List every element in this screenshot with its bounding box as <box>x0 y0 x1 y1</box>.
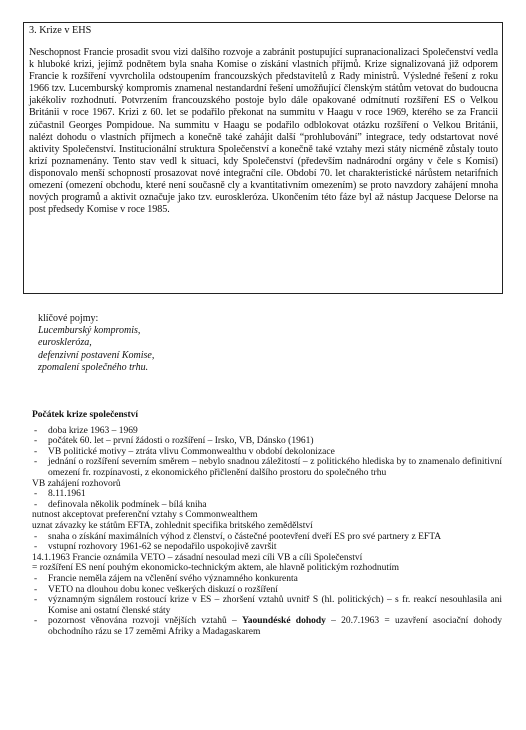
list-item <box>32 616 502 637</box>
crisis-beginning-section <box>32 410 502 637</box>
keyword-item: Lucemburský kompromis, <box>38 325 141 337</box>
list-item: - vstupní rozhovory 1961-62 se nepodařilo uspokojivě završit <box>32 542 502 553</box>
list-item: uznat závazky ke státům EFTA, zohlednit specifika britského zemědělství <box>32 520 313 531</box>
yaounde-agreements: Yaoundéské dohody <box>241 616 326 627</box>
section-title: Počátek krize společenství <box>32 410 139 420</box>
list-item: nutnost akceptovat preferenční vztahy s Commonwealthem <box>32 510 258 521</box>
list-item: - počátek 60. let – první žádosti o rozšíření – Irsko, VB, Dánsko (1961) <box>32 436 502 447</box>
keyword-item: defenzivní postavení Komise, <box>38 349 155 361</box>
list-item: - VB politické motivy – ztráta vlivu Commonwealthu v období dekolonizace <box>32 447 502 458</box>
list-item: - Francie neměla zájem na včlenění svého významného konkurenta <box>32 574 502 585</box>
keyword-item: zpomalení společného trhu. <box>38 361 149 373</box>
box-text: Neschopnost Francie prosadit svou vizi dalšího rozvoje a zabránit postupující supranacionalizaci Společenství vedla k hluboké krizi, jejímž podnětem byla snaha Komise o získání vlastních příjmů. Krize signalizovaná již odporem Francie k rozšíření vyvrcholila odstoupením francouzských představitelů z Rady ministrů. Výsledné řešení z roku 1966 tzv. Lucemburský kompromis znamenal nestandardní řešení umožňující členským státům vetovat do budoucna jakékoliv rozhodnutí. Potvrzením francouzského postoje bylo dále opakované odmítnutí rozšíření ES o Velkou Británii v roce 1967. Krizi z 60. let se podařilo překonat na summitu v Haagu v roce 1969, kterého se za Francii zúčastnil Georges Pompidoue. Na summitu v Haagu se podařilo odblokovat otázku rozšíření o Velkou Británii, nalézt dohodu o vlastních příjmech a konečně také zahájit další “prohlubování” integrace, tedy odstartovat nové aktivity Společenství. Institucionální struktura Společenství a konečně také vztahy mezi státy nicméně zůstaly touto krizí poznamenány. Tento stav vedl k situaci, kdy Společenství (především nadnárodní orgány v čele s Komisí) disponovalo menší schopností prosazovat nové integrační cíle. Období 70. let charakteristické nárůstem netarifních omezení (omezení obchodu, které není současně cly a kvantitativním omezením) se proto navzdory zahájení mnoha nových programů a aktivit označuje jako tzv. euroskleróza. Ukončením této fáze byl až nástup Jacquese Delorse na post předsedy Komise v roce 1985. <box>29 47 498 216</box>
keywords-block <box>38 313 154 374</box>
list-item-text: pozornost věnována rozvoji vnějších vztahů – <box>48 616 242 627</box>
list-item: VB zahájení rozhovorů <box>32 478 121 489</box>
list-item: - snaha o získání maximálních výhod z členství, o částečné pootevření dveří ES pro své partnery z EFTA <box>32 532 502 543</box>
list-item: - doba krize 1963 – 1969 <box>32 426 502 437</box>
list-item: - významným signálem rostoucí krize v ES – zhoršení vztahů uvnitř S (hl. politických) – s fr. reakcí nesouhlasila ani Komise ani ostatní členské státy <box>32 595 502 616</box>
list-item: - definovala několik podmínek – bílá kniha <box>32 500 502 511</box>
list-item: 14.1.1963 Francie oznámila VETO – zásadní nesoulad mezi cíli VB a cíli Společenství <box>32 552 363 563</box>
ehs-crisis-box <box>23 22 503 294</box>
box-title: 3. Krize v EHS <box>29 25 92 36</box>
list-item: - jednání o rozšíření severním směrem – nebylo snadnou záležitostí – z politického hlediska by to znamenalo definitivní omezení fr. rozpínavosti, z ekonomického přičlenění dalšího prostoru do společného trhu <box>32 457 502 478</box>
keyword-item: euroskleróza, <box>38 337 92 349</box>
list-item-text: – 20.7.1963 = uzavření asociační dohody obchodního rázu se 17 zeměmi Afriky a Madagaskarem <box>48 616 502 637</box>
list-item: - 8.11.1961 <box>32 489 502 500</box>
list-item: - VETO na dlouhou dobu konec veškerých diskuzí o rozšíření <box>32 585 502 596</box>
keywords-label: klíčové pojmy: <box>38 313 99 324</box>
list-item: = rozšíření ES není pouhým ekonomicko-technickým aktem, ale hlavně politickým rozhodnutím <box>32 563 400 574</box>
